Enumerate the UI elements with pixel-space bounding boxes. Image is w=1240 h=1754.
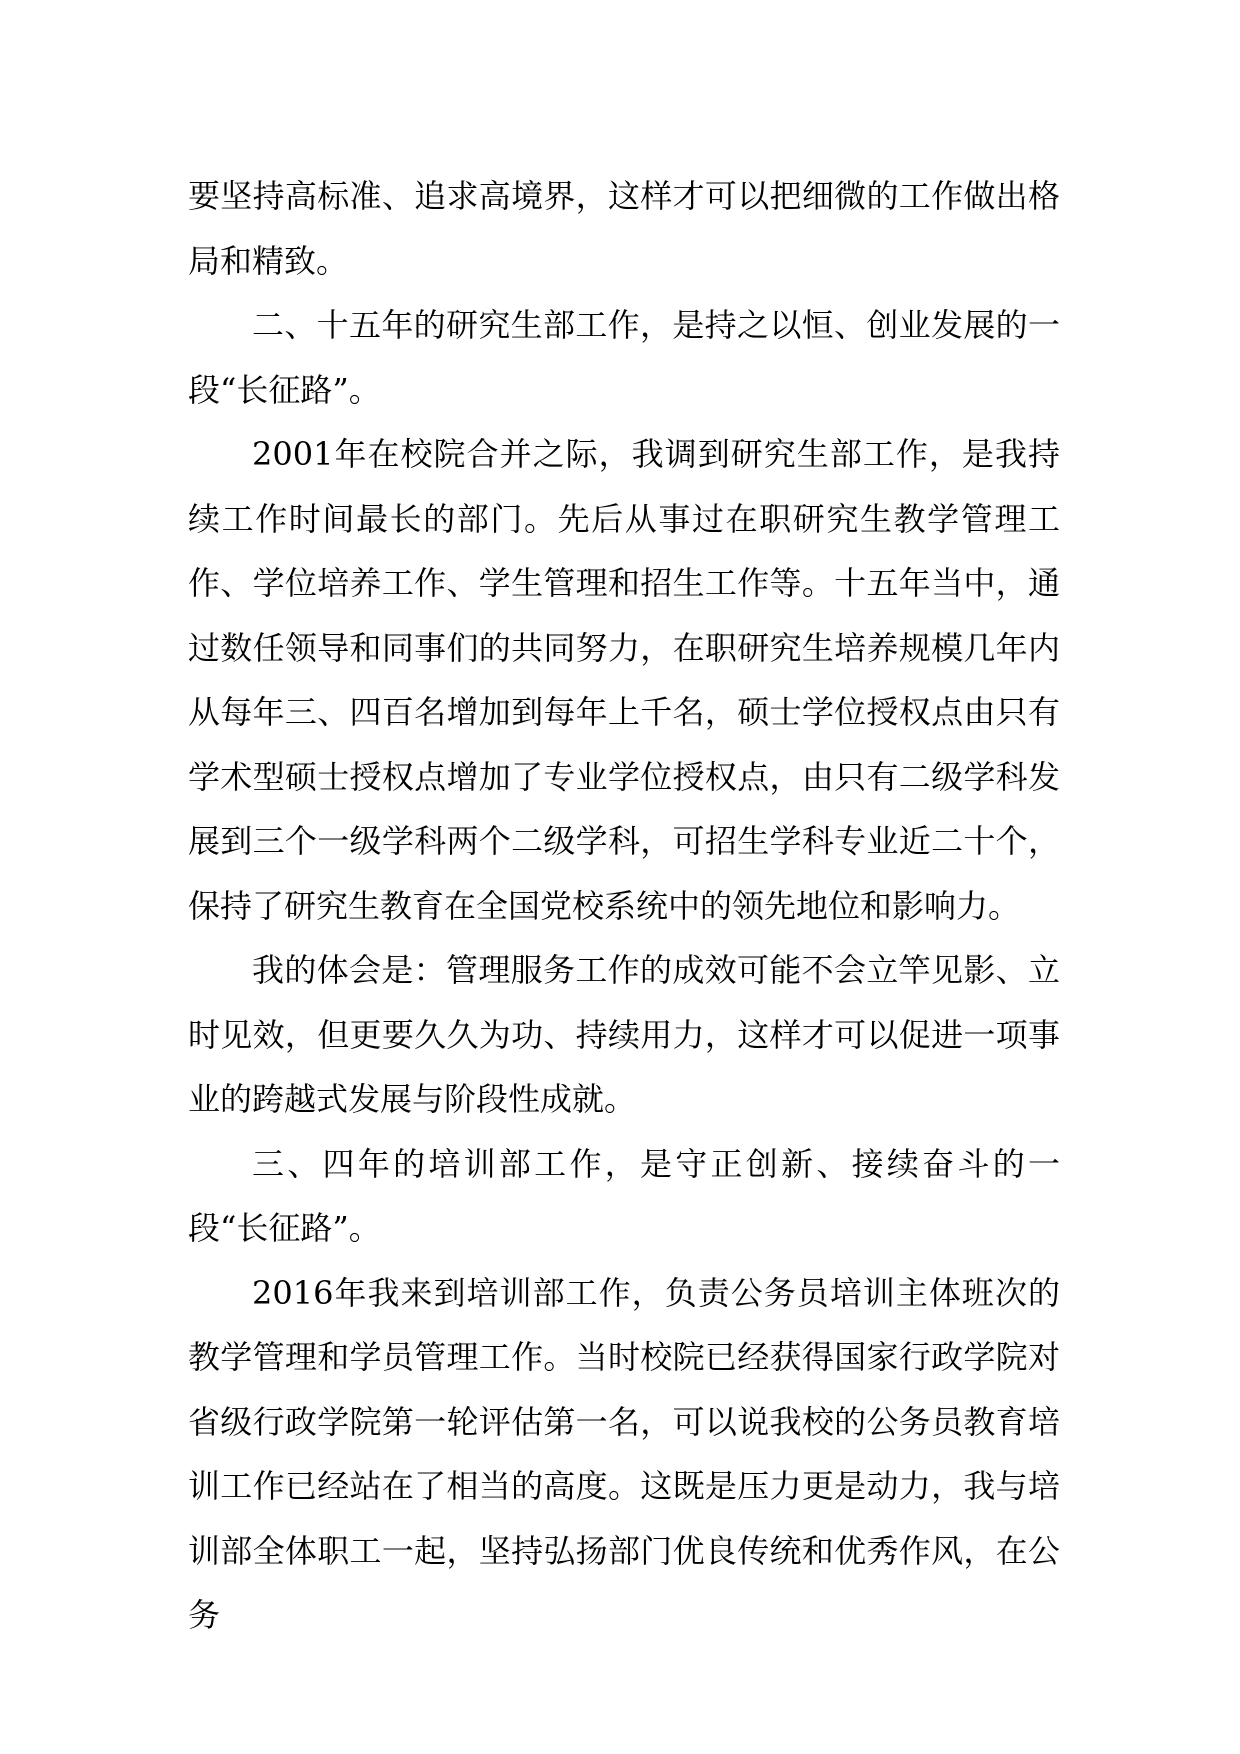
paragraph: 我的体会是：管理服务工作的成效可能不会立竿见影、立时见效，但更要久久为功、持续用力，这样才可以促进一项事业的跨越式发展与阶段性成就。 [188,951,1060,1118]
section-heading: 二、十五年的研究生部工作，是持之以恒、创业发展的一段“长征路”。 [188,306,1060,409]
paragraph: 要坚持高标准、追求高境界，这样才可以把细微的工作做出格局和精致。 [188,177,1060,280]
paragraph: 2001年在校院合并之际，我调到研究生部工作，是我持续工作时间最长的部门。先后从事过在职研究生教学管理工作、学位培养工作、学生管理和招生工作等。十五年当中，通过数任领导和同事们的共同努力，在职研究生培养规模几年内从每年三、四百名增加到每年上千名，硕士学位授权点由只有学术型硕士授权点增加了专业学位授权点，由只有二级学科发展到三个一级学科两个二级学科，可招生学科专业近二十个，保持了研究生教育在全国党校系统中的领先地位和影响力。 [188,435,1060,925]
document-body [188,164,1060,1648]
section-heading: 三、四年的培训部工作，是守正创新、接续奋斗的一段“长征路”。 [188,1144,1060,1247]
paragraph: 2016年我来到培训部工作，负责公务员培训主体班次的教学管理和学员管理工作。当时校院已经获得国家行政学院对省级行政学院第一轮评估第一名，可以说我校的公务员教育培训工作已经站在了相当的高度。这既是压力更是动力，我与培训部全体职工一起，坚持弘扬部门优良传统和优秀作风，在公务 [188,1273,1060,1634]
